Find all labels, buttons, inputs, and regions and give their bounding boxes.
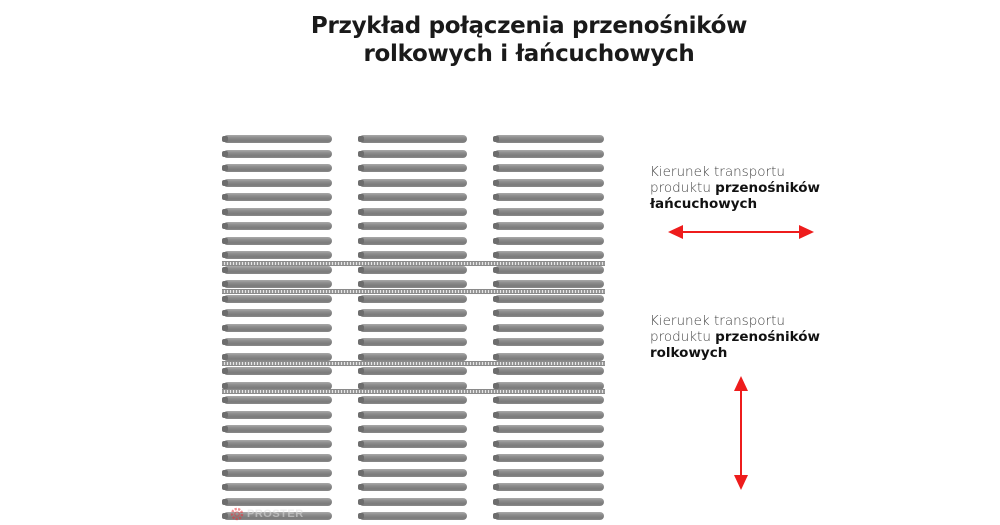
roller — [360, 280, 467, 288]
roller — [360, 425, 467, 433]
chain-conveyor-4 — [222, 389, 605, 394]
roller — [360, 266, 467, 274]
roller — [495, 222, 604, 230]
roller — [495, 164, 604, 172]
roller — [224, 237, 332, 245]
roller — [360, 193, 467, 201]
roller — [495, 338, 604, 346]
roller — [224, 469, 332, 477]
legend-chain-line2-regular: produktu — [650, 180, 716, 196]
legend-chain-line1: Kierunek transportu — [650, 164, 785, 180]
roller — [495, 512, 604, 520]
roller — [495, 179, 604, 187]
roller — [495, 208, 604, 216]
title-line-1: Przykład połączenia przenośników — [310, 13, 748, 39]
chain-conveyor-3 — [222, 361, 605, 366]
logo-text: PROSTER — [247, 508, 304, 520]
roller — [495, 411, 604, 419]
roller — [360, 295, 467, 303]
legend-chain-line3-bold: łańcuchowych — [650, 196, 758, 212]
roller — [224, 266, 332, 274]
roller — [224, 295, 332, 303]
legend-chain-conveyor — [650, 164, 870, 212]
roller — [360, 396, 467, 404]
roller — [224, 367, 332, 375]
roller — [224, 353, 332, 361]
roller — [360, 440, 467, 448]
proster-logo — [230, 507, 304, 521]
roller — [360, 324, 467, 332]
roller — [224, 222, 332, 230]
roller — [224, 425, 332, 433]
roller — [224, 309, 332, 317]
roller — [360, 367, 467, 375]
roller — [495, 425, 604, 433]
roller — [360, 498, 467, 506]
roller — [360, 208, 467, 216]
roller — [495, 440, 604, 448]
roller — [495, 367, 604, 375]
roller — [360, 309, 467, 317]
roller — [224, 411, 332, 419]
roller — [224, 193, 332, 201]
gear-icon — [230, 507, 244, 521]
roller — [495, 454, 604, 462]
legend-chain-line2-bold: przenośników — [715, 180, 821, 196]
roller — [224, 179, 332, 187]
roller — [360, 353, 467, 361]
roller — [495, 353, 604, 361]
roller — [495, 295, 604, 303]
roller — [224, 150, 332, 158]
roller — [495, 324, 604, 332]
roller — [360, 512, 467, 520]
roller — [495, 266, 604, 274]
legend-roller-line2-regular: produktu — [650, 329, 716, 345]
roller — [224, 483, 332, 491]
roller — [360, 338, 467, 346]
title-line-2: rolkowych i łańcuchowych — [363, 41, 695, 67]
roller — [360, 483, 467, 491]
roller — [360, 469, 467, 477]
roller — [360, 454, 467, 462]
chain-conveyor-1 — [222, 261, 605, 266]
roller — [495, 309, 604, 317]
chain-conveyor-2 — [222, 289, 605, 294]
roller — [495, 396, 604, 404]
roller — [360, 179, 467, 187]
roller — [495, 237, 604, 245]
legend-roller-line3-bold: rolkowych — [650, 345, 728, 361]
roller — [224, 251, 332, 259]
roller — [360, 237, 467, 245]
horizontal-double-arrow-icon — [668, 224, 814, 240]
roller — [224, 396, 332, 404]
roller — [495, 150, 604, 158]
roller — [495, 483, 604, 491]
legend-roller-line2-bold: przenośników — [715, 329, 821, 345]
roller — [224, 164, 332, 172]
roller — [495, 280, 604, 288]
roller — [360, 135, 467, 143]
roller — [224, 324, 332, 332]
legend-roller-conveyor — [650, 313, 870, 361]
roller — [224, 454, 332, 462]
roller — [495, 498, 604, 506]
roller — [360, 222, 467, 230]
roller — [224, 135, 332, 143]
legend-roller-line1: Kierunek transportu — [650, 313, 785, 329]
roller — [224, 498, 332, 506]
roller — [224, 338, 332, 346]
roller — [360, 251, 467, 259]
roller — [224, 208, 332, 216]
roller — [360, 411, 467, 419]
roller — [224, 280, 332, 288]
roller — [495, 469, 604, 477]
vertical-double-arrow-icon — [732, 376, 750, 490]
roller — [495, 135, 604, 143]
roller — [495, 251, 604, 259]
roller — [360, 150, 467, 158]
roller — [224, 440, 332, 448]
roller — [495, 193, 604, 201]
roller — [360, 164, 467, 172]
